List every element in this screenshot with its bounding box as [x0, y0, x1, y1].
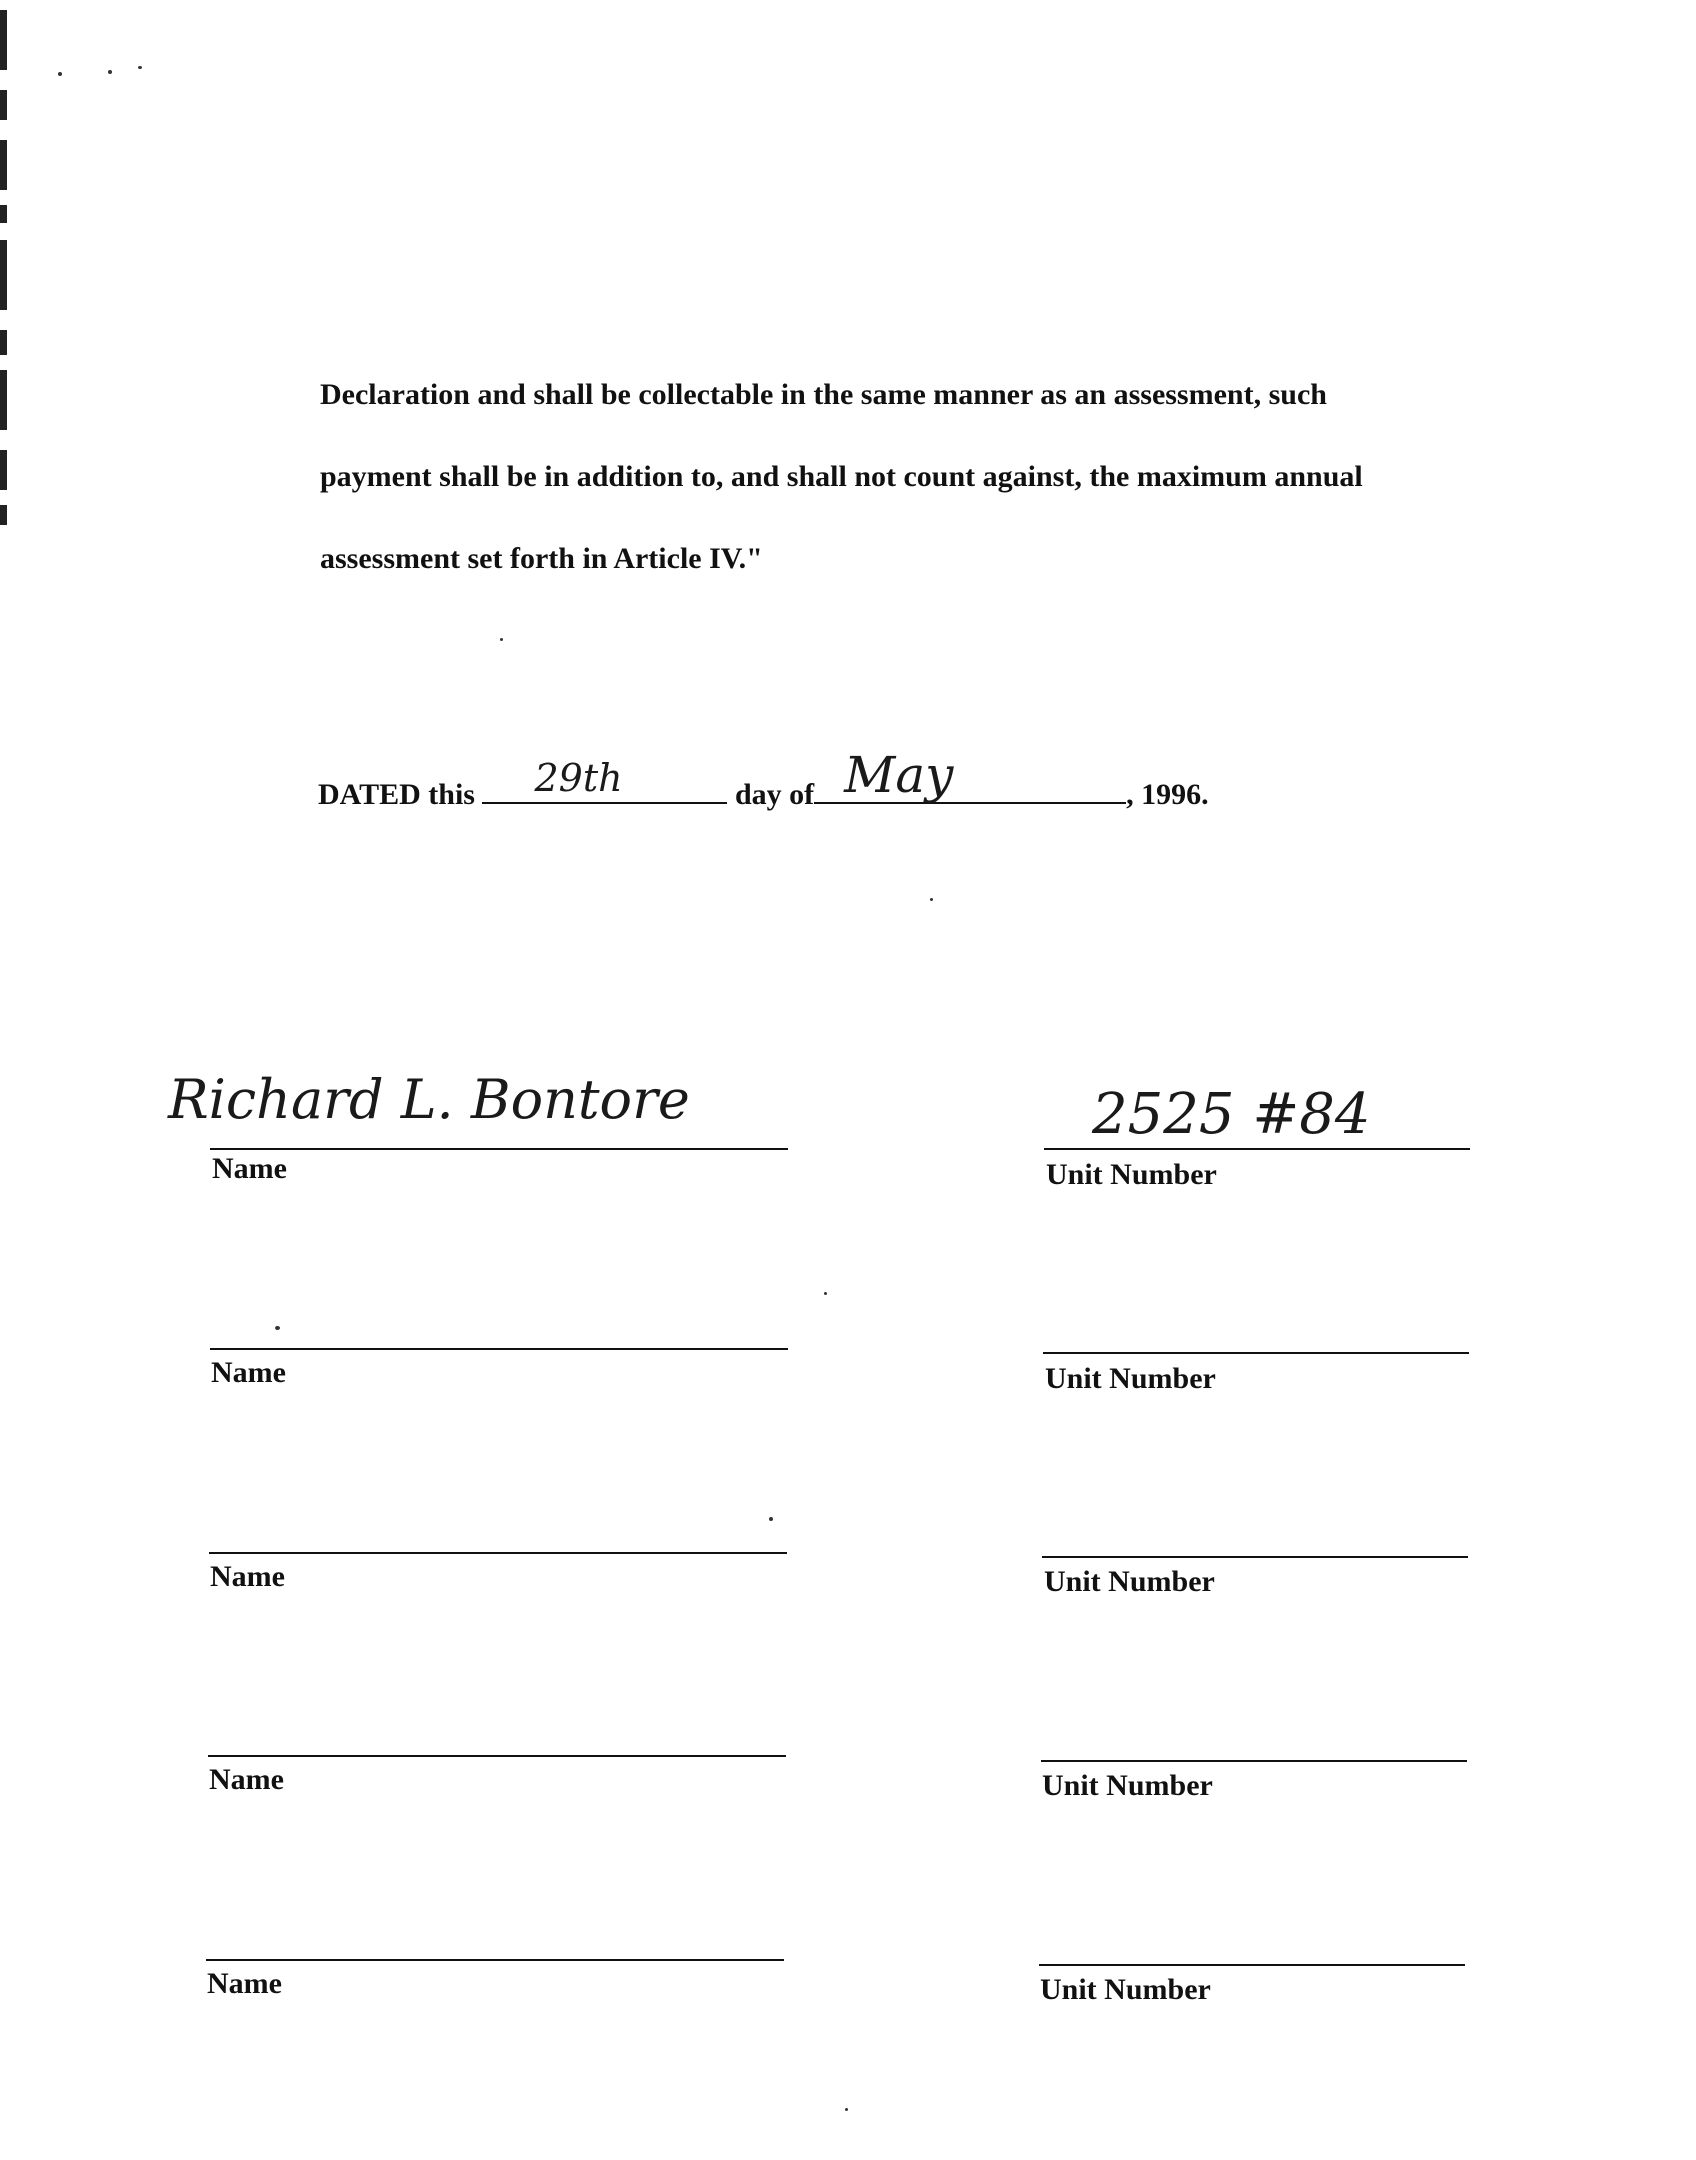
scan-speck [275, 1326, 280, 1330]
dated-middle: day of [734, 778, 815, 811]
unit-number-label: Unit Number [1046, 1158, 1217, 1191]
unit-number-line[interactable] [1039, 1964, 1465, 1966]
scan-speck [58, 72, 62, 76]
name-signature-line[interactable] [210, 1148, 788, 1150]
paragraph-line: assessment set forth in Article IV." [320, 542, 763, 575]
scan-speck [845, 2108, 848, 2111]
name-signature-line[interactable] [210, 1348, 788, 1350]
scan-speck [824, 1292, 827, 1295]
day-handwritten: 29th [534, 756, 623, 800]
scan-speck [769, 1517, 773, 1521]
name-label: Name [211, 1356, 286, 1389]
month-handwritten: May [844, 746, 954, 804]
name-signature-line[interactable] [209, 1552, 787, 1554]
name-label: Name [210, 1560, 285, 1593]
name-label: Name [209, 1763, 284, 1796]
dated-line [318, 746, 1209, 812]
handwritten-signature: Richard L. Bontore [168, 1068, 690, 1131]
name-signature-line[interactable] [208, 1755, 786, 1757]
scan-edge-marks [0, 0, 9, 540]
paragraph-line: Declaration and shall be collectable in the same manner as an assessment, such [320, 378, 1327, 411]
unit-number-label: Unit Number [1045, 1362, 1216, 1395]
unit-number-label: Unit Number [1042, 1769, 1213, 1802]
dated-year: , 1996. [1126, 778, 1209, 811]
scan-speck [138, 66, 142, 69]
day-field[interactable] [482, 756, 727, 804]
unit-number-line[interactable] [1041, 1760, 1467, 1762]
unit-number-line[interactable] [1043, 1352, 1469, 1354]
scan-speck [108, 70, 112, 74]
month-field[interactable] [814, 746, 1126, 804]
name-label: Name [212, 1152, 287, 1185]
scan-speck [930, 898, 933, 901]
name-signature-line[interactable] [206, 1959, 784, 1961]
name-label: Name [207, 1967, 282, 2000]
unit-number-line[interactable] [1042, 1556, 1468, 1558]
paragraph-line: payment shall be in addition to, and shall not count against, the maximum annual [320, 460, 1363, 493]
unit-number-label: Unit Number [1040, 1973, 1211, 2006]
scan-speck [500, 638, 503, 641]
body-paragraph [320, 354, 1450, 600]
unit-number-label: Unit Number [1044, 1565, 1215, 1598]
unit-number-handwritten: 2525 #84 [1092, 1082, 1371, 1147]
dated-prefix: DATED this [318, 778, 475, 811]
unit-number-line[interactable] [1044, 1148, 1470, 1150]
